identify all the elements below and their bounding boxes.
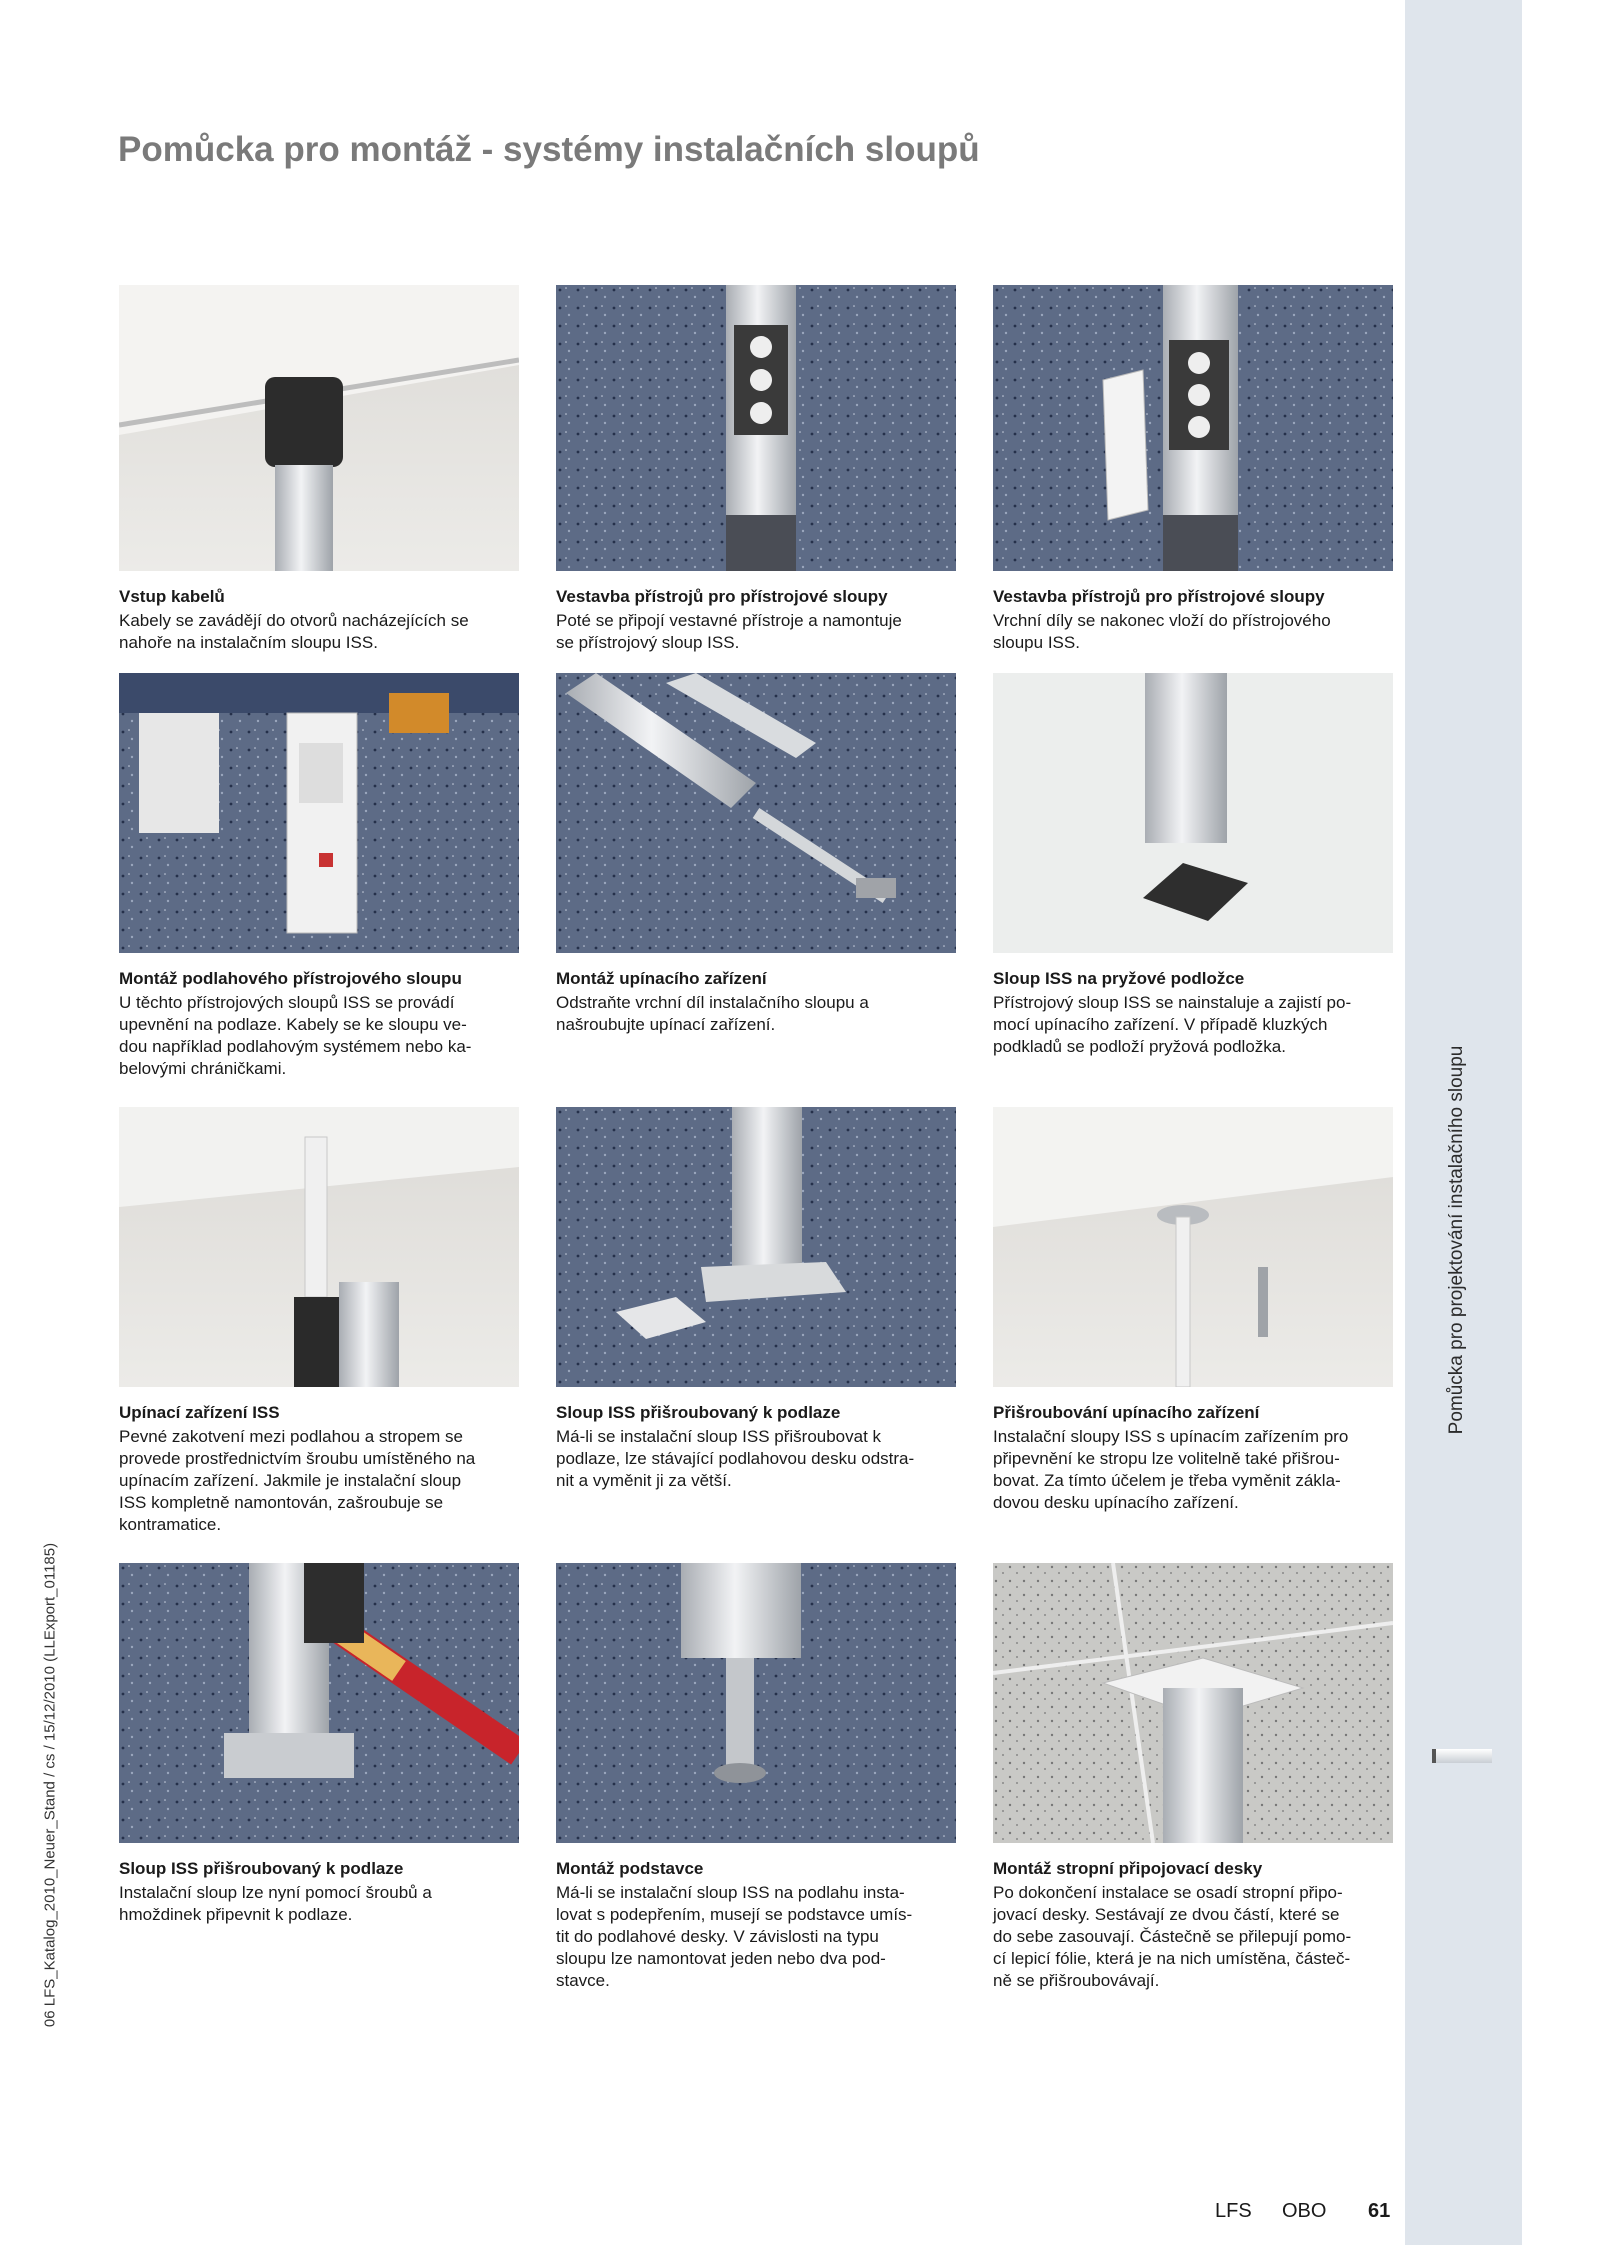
step-card [119, 673, 519, 1080]
step-title: Sloup ISS na pryžové podložce [993, 969, 1245, 988]
step-title: Montáž upínacího zařízení [556, 969, 767, 988]
page-title: Pomůcka pro montáž - systémy instalačních sloupů [118, 130, 980, 169]
step-description: Instalační sloup lze nyní pomocí šroubů a hmoždinek připevnit k podlaze. [119, 1883, 432, 1924]
step-card [993, 1107, 1393, 1514]
step-title: Upínací zařízení ISS [119, 1403, 280, 1422]
file-reference: 06 LFS_Katalog_2010_Neuer_Stand / cs / 15/12/2010 (LLExport_01185) [41, 1542, 59, 2028]
step-description: Kabely se zavádějí do otvorů nacházejících se nahoře na instalačním sloupu ISS. [119, 611, 469, 652]
step-description: Po dokončení instalace se osadí stropní připo- jovací desky. Sestávají ze dvou částí, které se do sebe zasouvají. Částečně se přilepují pomo- cí lepicí fólie, která je na nich umístěna, částeč- ně se přišroubovávají. [993, 1883, 1352, 1990]
step-title: Vstup kabelů [119, 587, 225, 606]
rubber-pad-photo [993, 673, 1393, 953]
step-description: Pevné zakotvení mezi podlahou a stropem se provede prostřednictvím šroubu umístěného na upínacím zařízení. Jakmile je instalační sloup ISS kompletně namontován, zašroubuje se kontramatice. [119, 1427, 476, 1534]
step-title: Sloup ISS přišroubovaný k podlaze [556, 1403, 841, 1422]
step-description: Má-li se instalační sloup ISS přišroubovat k podlaze, lze stávající podlahovou desku odstra- nit a vyměnit ji za větší. [556, 1427, 915, 1490]
step-card [556, 673, 956, 1036]
section-marker [1432, 1749, 1492, 1763]
footer-brand: LFS [1215, 2200, 1252, 2222]
screwed-column-photo [556, 1107, 956, 1387]
device-install-photo [556, 285, 956, 571]
step-card [556, 285, 956, 654]
step-card [556, 1107, 956, 1492]
step-title: Montáž podstavce [556, 1859, 704, 1878]
clamp-fixing-photo [119, 1107, 519, 1387]
step-title: Vestavba přístrojů pro přístrojové sloupy [556, 587, 888, 606]
cable-entry-photo [119, 285, 519, 571]
step-description: Přístrojový sloup ISS se nainstaluje a zajistí po- mocí upínacího zařízení. V případě kluzkých podkladů se podloží pryžová podložka. [993, 993, 1352, 1056]
page-number: 61 [1368, 2200, 1391, 2222]
ceiling-clamp-photo [993, 1107, 1393, 1387]
step-description: Vrchní díly se nakonec vloží do přístrojového sloupu ISS. [993, 611, 1331, 652]
ceiling-plate-photo [993, 1563, 1393, 1843]
step-title: Montáž podlahového přístrojového sloupu [119, 969, 462, 988]
footer-obo: OBO [1282, 2200, 1327, 2222]
step-card [993, 1563, 1393, 1992]
floor-column-photo [119, 673, 519, 953]
step-card [119, 1107, 519, 1536]
step-description: Poté se připojí vestavné přístroje a namontuje se přístrojový sloup ISS. [556, 611, 902, 652]
step-title: Přišroubování upínacího zařízení [993, 1403, 1260, 1422]
step-card [119, 285, 519, 654]
step-description: U těchto přístrojových sloupů ISS se provádí upevnění na podlaze. Kabely se ke sloupu ve- dou například podlahovým systémem nebo ka- belovými chráničkami. [119, 993, 472, 1078]
step-description: Odstraňte vrchní díl instalačního sloupu a našroubujte upínací zařízení. [556, 993, 869, 1034]
step-card [993, 673, 1393, 1058]
step-card [556, 1563, 956, 1992]
step-title: Montáž stropní připojovací desky [993, 1859, 1263, 1878]
step-card [993, 285, 1393, 654]
step-title: Sloup ISS přišroubovaný k podlaze [119, 1859, 404, 1878]
base-support-photo [556, 1563, 956, 1843]
step-description: Instalační sloupy ISS s upínacím zařízením pro připevnění ke stropu lze volitelně také přišrou- bovat. Za tímto účelem je třeba vyměnit zákla- dovou desku upínacího zařízení. [993, 1427, 1349, 1512]
floor-screwing-photo [119, 1563, 519, 1843]
step-description: Má-li se instalační sloup ISS na podlahu insta- lovat s podepřením, musejí se podstavce umís- tit do podlahové desky. V závislosti na typu sloupu lze namontovat jeden nebo dva pod- stavce. [556, 1883, 913, 1990]
clamp-device-photo [556, 673, 956, 953]
step-card [119, 1563, 519, 1926]
step-title: Vestavba přístrojů pro přístrojové sloupy [993, 587, 1325, 606]
side-label: Pomůcka pro projektování instalačního sloupu [1446, 1045, 1467, 1435]
cover-insert-photo [993, 285, 1393, 571]
